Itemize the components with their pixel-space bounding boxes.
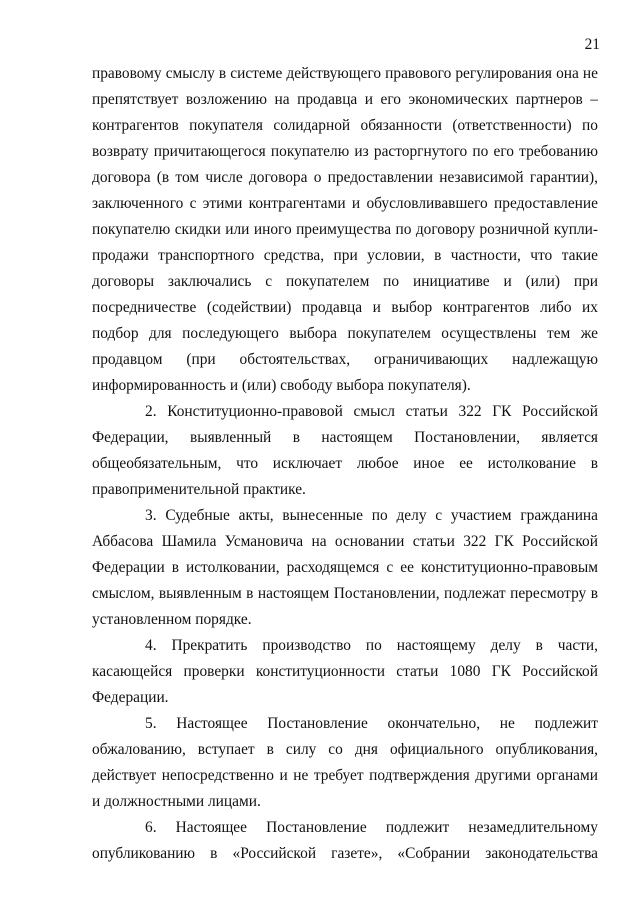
page-number: 21 bbox=[584, 36, 600, 53]
paragraph-item-5: 5. Настоящее Постановление окончательно, не подлежит обжалованию, вступает в силу со дня официального опубликования, действует непосредственно и не требует подтверждения другими органами и должностными лицами. bbox=[92, 715, 598, 810]
paragraph-item-2: 2. Конституционно-правовой смысл статьи 322 ГК Российской Федерации, выявленный в настоящем Постановлении, является общеобязательным, что исключает любое иное ее истолкование в правоприменительной практике. bbox=[92, 403, 598, 498]
paragraph-item-3: 3. Судебные акты, вынесенные по делу с участием гражданина Аббасова Шамила Усмановича на основании статьи 322 ГК Российской Федерации в истолковании, расходящемся с ее конституционно-правовым смыслом, выявленным в настоящем Постановлении, подлежат пересмотру в установленном порядке. bbox=[92, 507, 598, 628]
paragraph-item-6: 6. Настоящее Постановление подлежит незамедлительному опубликованию в «Российской газете», «Собрании законодательства bbox=[92, 819, 598, 862]
paragraph-continuation: правовому смыслу в системе действующего правового регулирования она не препятствует возложению на продавца и его экономических партнеров – контрагентов покупателя солидарной обязанности (ответственности) по возврату причитающегося покупателю из расторгнутого по его требованию договора (в том числе договора о предоставлении независимой гарантии), заключенного с этими контрагентами и обусловливавшего предоставление покупателю скидки или иного преимущества по договору розничной купли-продажи транспортного средства, при условии, в частности, что такие договоры заключались с покупателем по инициативе и (или) при посредничестве (содействии) продавца и выбор контрагентов либо их подбор для последующего выбора покупателем осуществлены тем же продавцом (при обстоятельствах, ограничивающих надлежащую информированность и (или) свободу выбора покупателя). bbox=[92, 65, 598, 394]
document-body bbox=[92, 61, 598, 867]
paragraph-item-4: 4. Прекратить производство по настоящему делу в части, касающейся проверки конституционности статьи 1080 ГК Российской Федерации. bbox=[92, 637, 598, 706]
